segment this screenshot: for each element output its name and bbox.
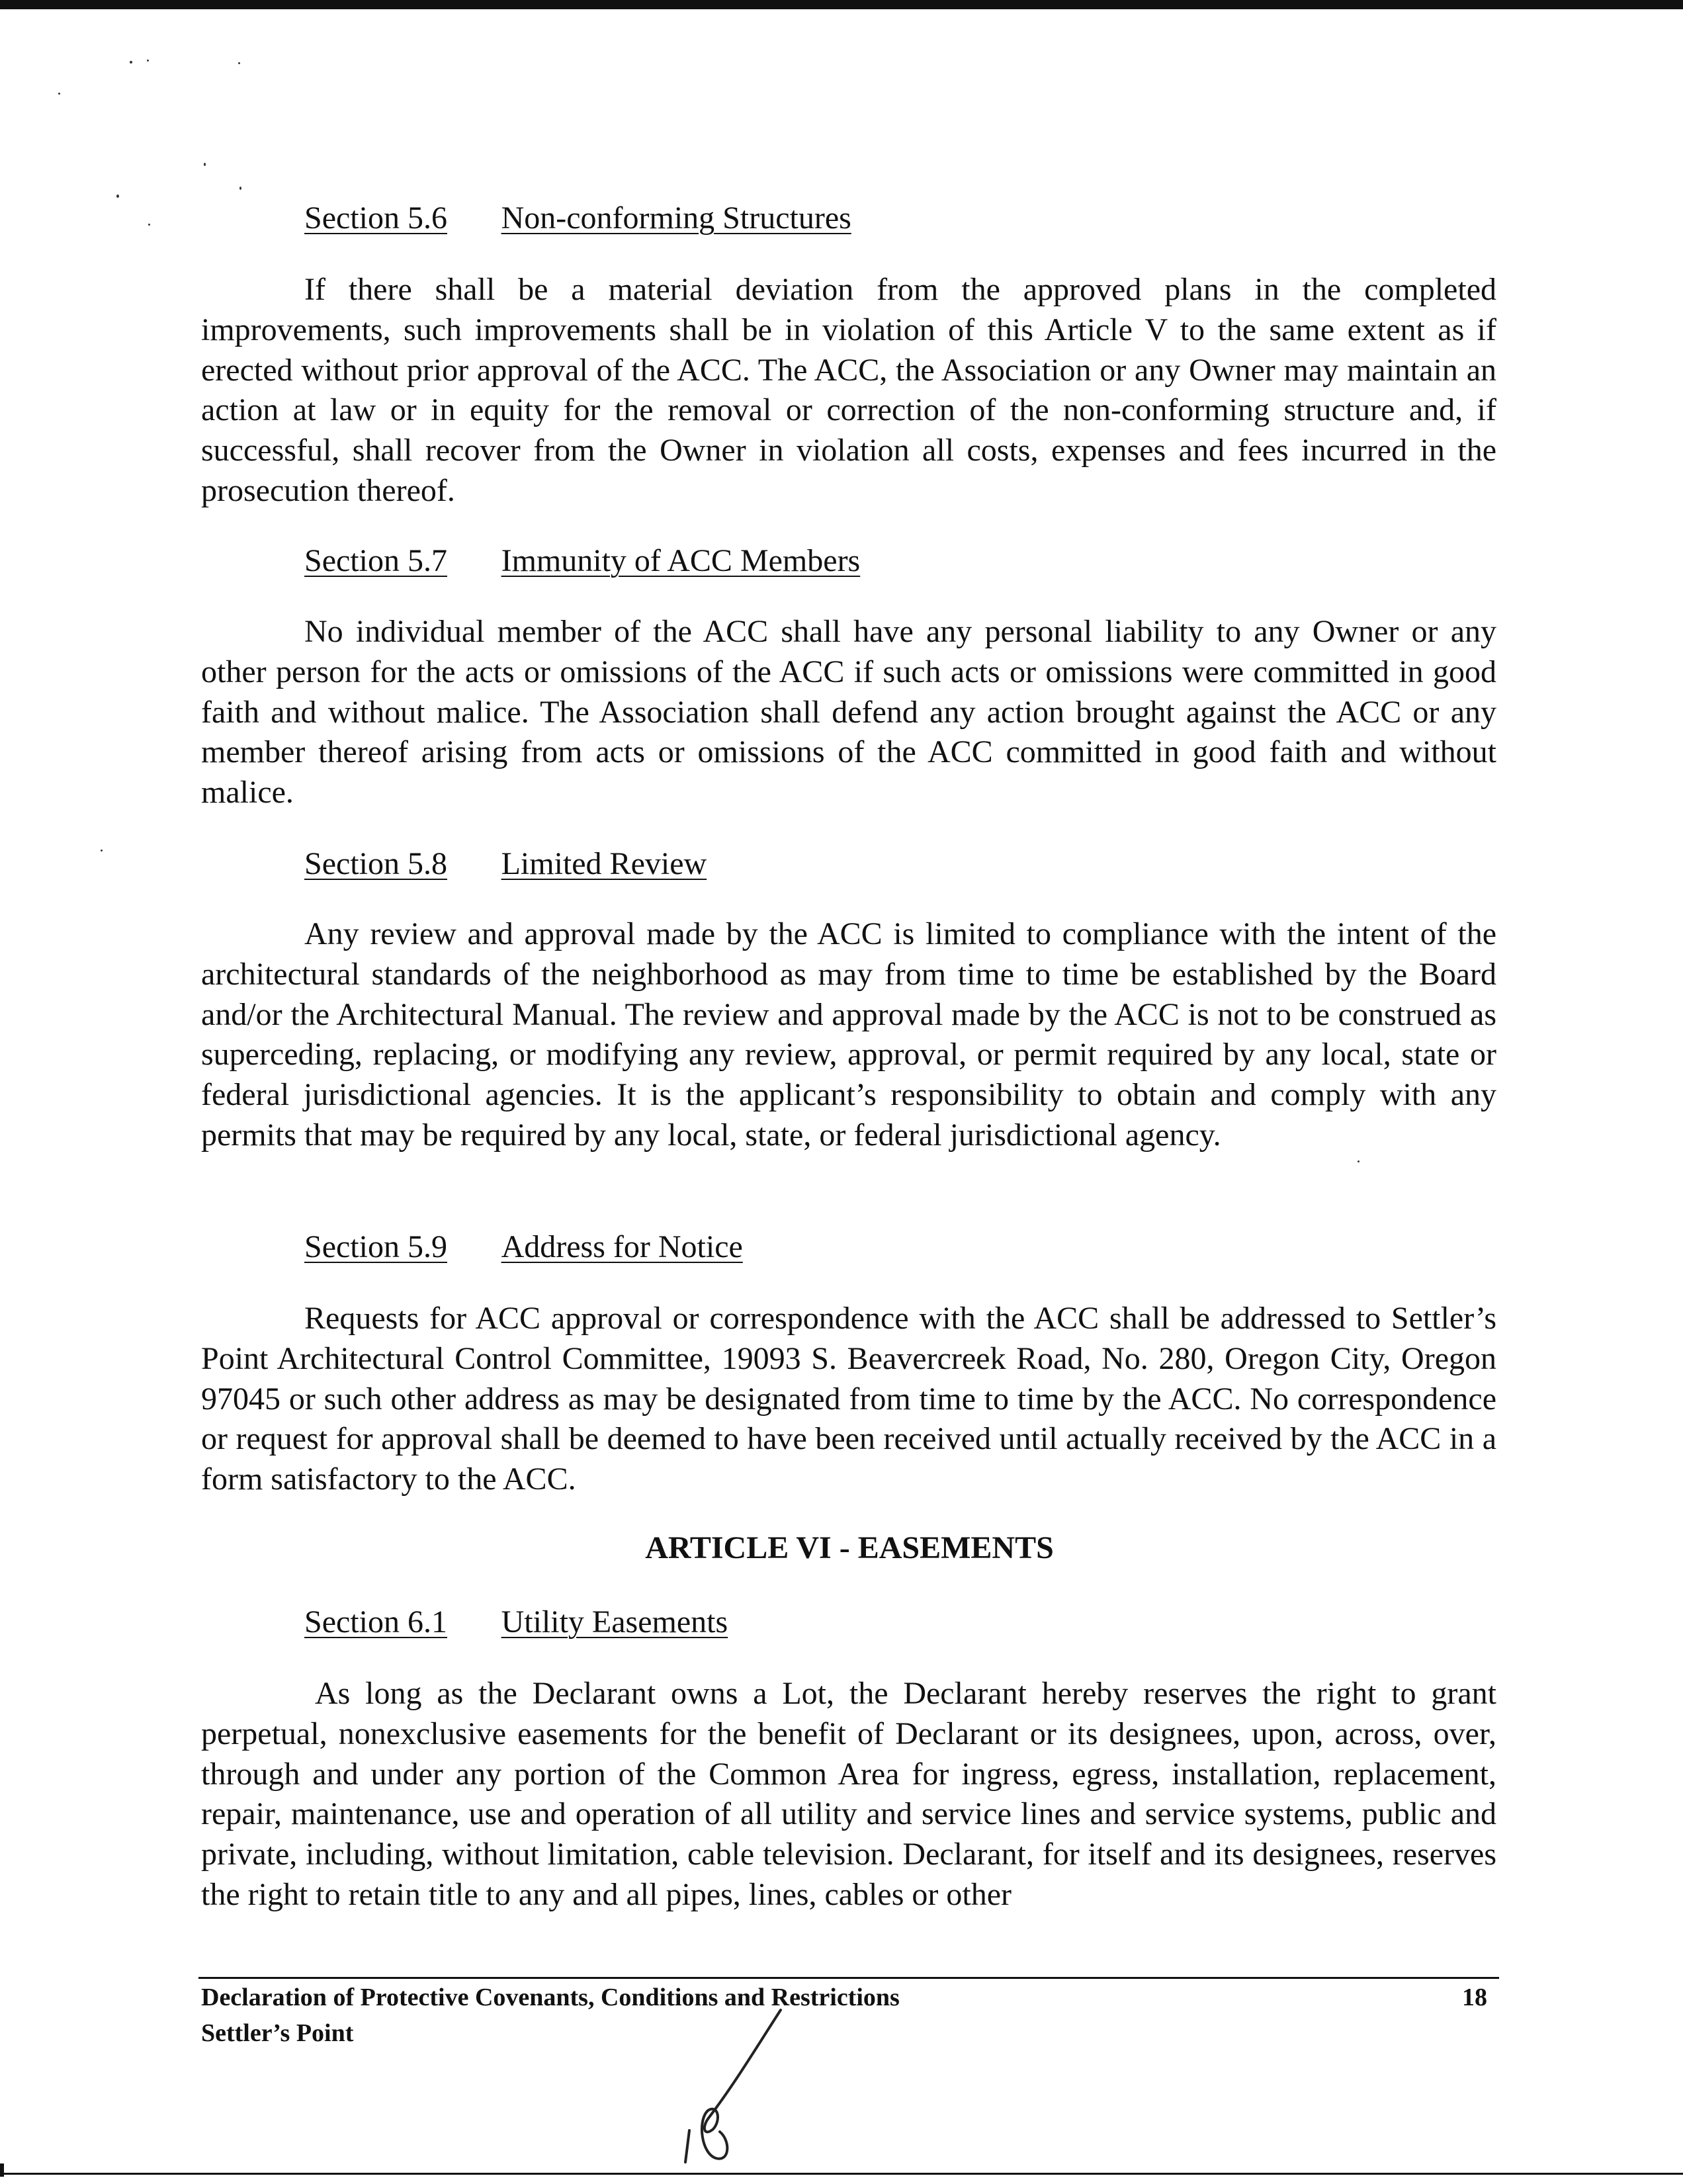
scan-speck [101,850,103,852]
handwritten-digit-one [685,2130,689,2162]
section-heading [304,1227,743,1267]
scan-speck [238,62,240,64]
section-number: Section 5.8 [304,846,447,881]
section-number: Section 6.1 [304,1604,447,1639]
section-paragraph: Requests for ACC approval or correspondence with the ACC shall be addressed to Settler’s Point Architectural Control Committee, 19093 S. Beavercreek Road, No. 280, Oregon City, Oregon 97045 or such other address as may be designated from time to time by the ACC. No correspondence or request for approval shall be deemed to have been received until actually received by the ACC in a form satisfactory to the ACC. [201,1301,1496,1497]
page-number: 18 [1462,1984,1487,2011]
section-heading [304,541,860,581]
scan-speck [1358,1160,1359,1162]
section-paragraph: If there shall be a material deviation from the approved plans in the completed improvements, such improvements shall be in violation of this Article V to the same extent as if erected without prior approval of the ACC. The ACC, the Association or any Owner may maintain an action at law or in equity for the removal or correction of the non-conforming structure and, if successful, shall recover from the Owner in violation all costs, expenses and fees incurred in the prosecution thereof. [201,272,1496,508]
section-title: Utility Easements [501,1604,728,1639]
section-title: Limited Review [501,846,707,881]
section-number: Section 5.7 [304,543,447,578]
scan-speck [130,61,132,64]
section-paragraph: Any review and approval made by the ACC is limited to compliance with the intent of the architectural standards of the neighborhood as may from time to time be established by the Board and/or the Architectural Manual. The review and approval made by the ACC is not to be construed as superceding, replacing, or modifying any review, approval, or permit required by any local, state or federal jurisdictional agencies. It is the applicant’s responsibility to obtain and comply with any permits that may be required by any local, state, or federal jurisdictional agency. [201,916,1496,1153]
section-heading [304,198,851,238]
section-title: Non-conforming Structures [501,200,851,236]
footer-rule [198,1977,1499,1979]
section-heading [304,1602,728,1642]
scan-top-edge [0,0,1683,9]
scan-speck [204,163,206,166]
footer-title: Declaration of Protective Covenants, Conditions and Restrictions [201,1984,900,2011]
scan-speck [58,93,60,95]
section-title: Immunity of ACC Members [501,543,861,578]
section-number: Section 5.6 [304,200,447,236]
scan-left-mark [0,2163,4,2177]
handwritten-digit-eight [702,2010,781,2159]
handwritten-page-number [675,2005,807,2170]
article-heading: ARTICLE VI - EASEMENTS [645,1530,1054,1565]
scan-speck [147,60,149,62]
section-paragraph: No individual member of the ACC shall have any personal liability to any Owner or any other person for the acts or omissions of the ACC if such acts or omissions were committed in good faith and without malice. The Association shall defend any action brought against the ACC or any member thereof arising from acts or omissions of the ACC committed in good faith and without malice. [201,614,1496,810]
section-heading [304,844,707,884]
scan-speck [116,195,119,198]
scan-speck [148,224,150,226]
section-title: Address for Notice [501,1229,743,1264]
section-paragraph: As long as the Declarant owns a Lot, the Declarant hereby reserves the right to grant perpetual, nonexclusive easements for the benefit of Declarant or its designees, upon, across, over, through and under any portion of the Common Area for ingress, egress, installation, replacement, repair, maintenance, use and operation of all utility and service lines and service systems, public and private, including, without limitation, cable television. Declarant, for itself and its designees, reserves the right to retain title to any and all pipes, lines, cables or other [201,1676,1496,1912]
scan-bottom-edge [0,2173,1683,2175]
scan-speck [239,187,241,190]
footer-subtitle: Settler’s Point [201,2019,354,2047]
section-number: Section 5.9 [304,1229,447,1264]
